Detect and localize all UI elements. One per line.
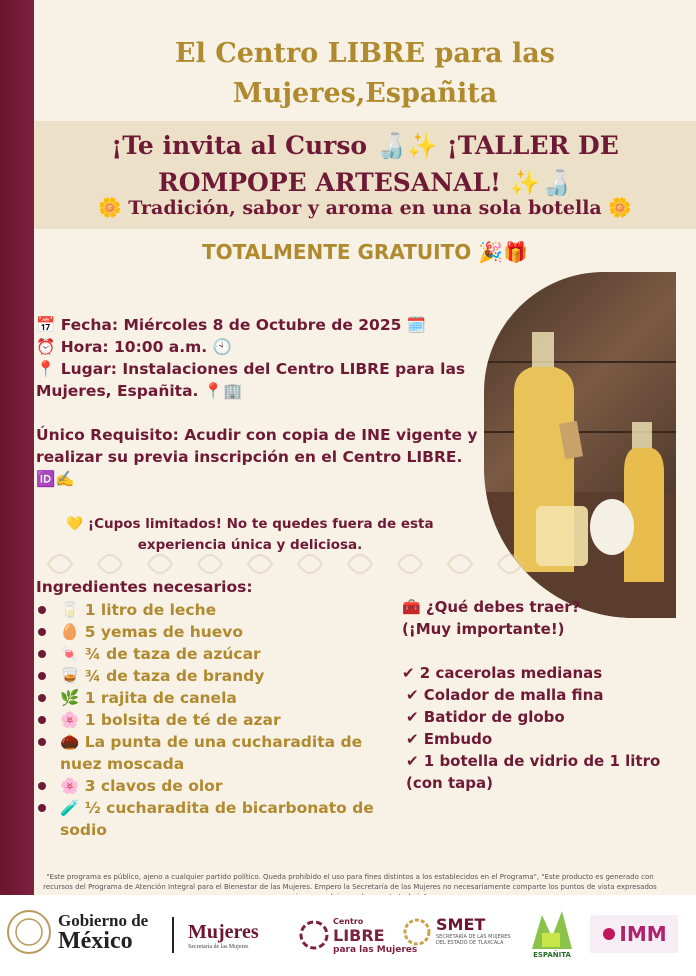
centro-logo-line-2: LIBRE — [333, 926, 385, 945]
mujeres-logo-text: Mujeres — [188, 921, 259, 943]
mujeres-logo — [188, 921, 259, 950]
smet-logo-text: SMET — [436, 915, 486, 934]
mexico-seal-icon — [6, 909, 52, 955]
centro-logo-line-1: Centro — [333, 917, 364, 926]
event-time: ⏰ Hora: 10:00 a.m. 🕙 — [36, 338, 232, 356]
ingredient-item: 🌸 1 bolsita de té de azar — [36, 709, 376, 731]
ingredient-item: 🥛 1 litro de leche — [36, 599, 376, 621]
imm-logo — [590, 915, 678, 953]
title-line-2: Mujeres,Españita — [232, 78, 498, 109]
imm-logo-text: IMM — [619, 922, 667, 946]
centro-libre-flower-icon — [298, 919, 330, 951]
title-line-1: El Centro LIBRE para las — [175, 38, 555, 69]
ingredient-item: 🌸 3 clavos de olor — [36, 775, 376, 797]
smet-logo — [436, 915, 516, 946]
ingredient-item: 🍬 ¾ de taza de azúcar — [36, 643, 376, 665]
bring-item: ✔ 1 botella de vidrio de 1 litro (con tapa) — [406, 752, 661, 792]
espanita-logo-text: ESPAÑITA — [533, 951, 571, 959]
gobierno-de-mexico-logo — [58, 911, 149, 954]
what-to-bring — [402, 596, 682, 794]
invite-line-2: ROMPOPE ARTESANAL! ✨🍶 — [158, 168, 572, 197]
gobierno-logo-line-1: Gobierno de — [58, 911, 149, 930]
left-decorative-bar — [0, 0, 34, 895]
bring-item: ✔ 2 cacerolas medianas — [402, 664, 603, 682]
ingredient-item: 🥃 ¾ de taza de brandy — [36, 665, 376, 687]
event-requirement: Único Requisito: Acudir con copia de INE vigente y realizar su previa inscripción en el Centro LIBRE. 🆔✍️ — [36, 426, 478, 488]
invite-line-1: ¡Te invita al Curso 🍶✨ ¡TALLER DE — [111, 131, 619, 160]
mujeres-logo-sub: Secretaría de las Mujeres — [188, 944, 249, 950]
event-location: 📍 Lugar: Instalaciones del Centro LIBRE para las Mujeres, Españita. 📍🏢 — [36, 360, 466, 400]
ingredient-item: 🥚 5 yemas de huevo — [36, 621, 376, 643]
sponsor-logos-bar — [0, 895, 696, 976]
espanita-municipal-icon — [528, 907, 574, 951]
limited-spots-note: 💛 ¡Cupos limitados! No te quedes fuera de esta experiencia única y deliciosa. — [66, 516, 434, 553]
ingredient-item: 🌿 1 rajita de canela — [36, 687, 376, 709]
imm-flower-icon — [601, 926, 617, 942]
flyer-title — [60, 34, 670, 114]
tagline: 🌼 Tradición, sabor y aroma en una sola botella 🌼 — [97, 197, 633, 219]
gobierno-logo-line-2: México — [58, 928, 133, 954]
smet-emblem-icon — [402, 917, 432, 947]
ingredients-list — [36, 599, 376, 841]
ingredient-item: 🧪 ½ cucharadita de bicarbonato de sodio — [36, 797, 376, 841]
bring-item: ✔ Embudo — [406, 730, 493, 748]
bring-title: 🧰 ¿Qué debes traer? — [402, 598, 581, 616]
legal-disclaimer: "Este programa es público, ajeno a cualquier partido político. Queda prohibido el uso para fines distintos a los establecidos en el Programa", "Este producto es generado con recursos del Programa de Atención Integral para el Bienestar de las Mujeres. Empero la Secretaría de las Mujeres no necesariamente comparte los puntos de vista expresados — [43, 873, 657, 891]
event-details — [36, 314, 486, 490]
centro-logo-line-3: para las Mujeres — [333, 945, 418, 955]
logo-divider — [172, 917, 174, 953]
bring-subtitle: (¡Muy importante!) — [402, 620, 565, 638]
smet-logo-sub: SECRETARÍA DE LAS MUJERES DEL ESTADO DE TLAXCALA — [436, 934, 511, 946]
ingredients-title: Ingredientes necesarios: — [36, 578, 253, 596]
bring-item: ✔ Batidor de globo — [406, 708, 565, 726]
ingredient-item: 🌰 La punta de una cucharadita de nuez moscada — [36, 731, 376, 775]
event-date: 📅 Fecha: Miércoles 8 de Octubre de 2025 🗓️ — [36, 316, 427, 334]
invite-heading — [50, 127, 680, 201]
bring-item: ✔ Colador de malla fina — [406, 686, 604, 704]
free-banner: TOTALMENTE GRATUITO 🎉🎁 — [201, 240, 528, 264]
